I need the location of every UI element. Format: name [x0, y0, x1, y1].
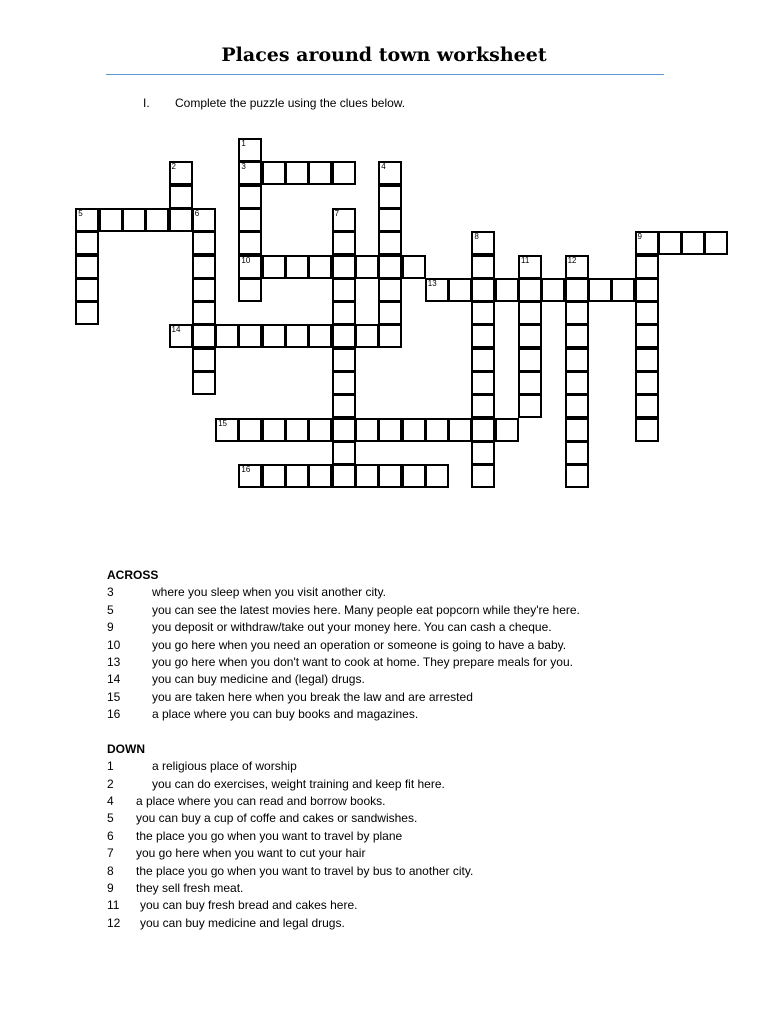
- crossword-cell[interactable]: [518, 324, 542, 348]
- crossword-cell[interactable]: [471, 441, 495, 465]
- down-clue: [107, 793, 386, 810]
- crossword-cell[interactable]: [238, 324, 262, 348]
- clue-text: you go here when you need an operation or someone is going to have a baby.: [152, 637, 567, 652]
- crossword-cell[interactable]: [238, 231, 262, 255]
- crossword-cell[interactable]: [471, 324, 495, 348]
- clue-number: 16: [107, 707, 121, 722]
- crossword-cell[interactable]: [378, 161, 402, 185]
- clue-text: you can buy a cup of coffe and cakes or sandwishes.: [136, 811, 418, 826]
- crossword-cell[interactable]: [378, 464, 402, 488]
- clue-number: 3: [107, 585, 114, 600]
- crossword-cell[interactable]: [635, 348, 659, 372]
- cell-number: 8: [474, 232, 479, 242]
- page-title: Places around town worksheet: [221, 44, 547, 66]
- crossword-cell[interactable]: [611, 278, 635, 302]
- crossword-cell[interactable]: [332, 161, 356, 185]
- across-clue: [107, 584, 386, 601]
- crossword-cell[interactable]: [169, 324, 193, 348]
- clue-number: 11: [107, 898, 120, 913]
- crossword-cell[interactable]: [471, 394, 495, 418]
- crossword-cell[interactable]: [332, 301, 356, 325]
- instruction-text: Complete the puzzle using the clues below.: [175, 96, 406, 110]
- crossword-cell[interactable]: [285, 324, 309, 348]
- crossword-cell[interactable]: [471, 255, 495, 279]
- crossword-cell[interactable]: [262, 161, 286, 185]
- crossword-cell[interactable]: [355, 418, 379, 442]
- crossword-cell[interactable]: [565, 464, 589, 488]
- crossword-cell[interactable]: [471, 231, 495, 255]
- crossword-cell[interactable]: [378, 278, 402, 302]
- across-clue: [107, 619, 552, 636]
- crossword-cell[interactable]: [238, 185, 262, 209]
- crossword-cell[interactable]: [378, 208, 402, 232]
- crossword-cell[interactable]: [238, 161, 262, 185]
- crossword-cell[interactable]: [262, 255, 286, 279]
- clue-text: you go here when you want to cut your hair: [136, 846, 366, 861]
- clue-text: a religious place of worship: [152, 759, 297, 774]
- crossword-cell[interactable]: [332, 324, 356, 348]
- cell-number: 10: [241, 255, 251, 265]
- crossword-cell[interactable]: [285, 161, 309, 185]
- crossword-cell[interactable]: [238, 138, 262, 162]
- crossword-cell[interactable]: [495, 278, 519, 302]
- down-clue: [107, 845, 366, 862]
- clue-text: a place where you can read and borrow books.: [136, 794, 386, 809]
- crossword-cell[interactable]: [635, 371, 659, 395]
- clue-text: you can do exercises, weight training and keep fit here.: [152, 776, 445, 791]
- crossword-cell[interactable]: [262, 464, 286, 488]
- crossword-cell[interactable]: [495, 418, 519, 442]
- crossword-cell[interactable]: [518, 348, 542, 372]
- crossword-cell[interactable]: [378, 301, 402, 325]
- crossword-cell[interactable]: [565, 371, 589, 395]
- crossword-cell[interactable]: [192, 278, 216, 302]
- crossword-cell[interactable]: [262, 418, 286, 442]
- across-clue: [107, 706, 419, 723]
- crossword-cell[interactable]: [635, 255, 659, 279]
- crossword-cell[interactable]: [471, 348, 495, 372]
- crossword-cell[interactable]: [332, 464, 356, 488]
- cell-number: 2: [171, 162, 176, 172]
- clue-number: 5: [107, 811, 114, 826]
- clue-text: a place where you can buy books and magazines.: [152, 707, 419, 722]
- crossword-cell[interactable]: [75, 301, 99, 325]
- crossword-cell[interactable]: [518, 394, 542, 418]
- crossword-cell[interactable]: [565, 418, 589, 442]
- crossword-cell[interactable]: [355, 324, 379, 348]
- crossword-cell[interactable]: [635, 418, 659, 442]
- instruction-number: I.: [143, 96, 150, 110]
- crossword-cell[interactable]: [471, 464, 495, 488]
- crossword-cell[interactable]: [378, 185, 402, 209]
- crossword-cell[interactable]: [169, 161, 193, 185]
- crossword-cell[interactable]: [169, 208, 193, 232]
- crossword-cell[interactable]: [192, 231, 216, 255]
- crossword-cell[interactable]: [355, 255, 379, 279]
- crossword-cell[interactable]: [541, 278, 565, 302]
- clue-number: 8: [107, 863, 114, 878]
- clues-section: [107, 567, 580, 932]
- crossword-cell[interactable]: [681, 231, 705, 255]
- clue-text: you are taken here when you break the law and are arrested: [152, 689, 473, 704]
- crossword-cell[interactable]: [332, 278, 356, 302]
- crossword-cell[interactable]: [565, 394, 589, 418]
- clue-number: 2: [107, 776, 114, 791]
- crossword-cell[interactable]: [169, 185, 193, 209]
- crossword-cell[interactable]: [192, 371, 216, 395]
- down-clue: [107, 810, 418, 827]
- crossword-cell[interactable]: [402, 464, 426, 488]
- crossword-cell[interactable]: [565, 278, 589, 302]
- clue-number: 7: [107, 846, 114, 861]
- crossword-cell[interactable]: [518, 255, 542, 279]
- crossword-cell[interactable]: [285, 464, 309, 488]
- cell-number: 13: [427, 278, 437, 288]
- crossword-cell[interactable]: [635, 324, 659, 348]
- crossword-cell[interactable]: [332, 348, 356, 372]
- crossword-cell[interactable]: [308, 418, 332, 442]
- crossword-cell[interactable]: [588, 278, 612, 302]
- crossword-cell[interactable]: [425, 278, 449, 302]
- crossword-cell[interactable]: [262, 324, 286, 348]
- across-heading: ACROSS: [107, 568, 159, 582]
- crossword-cell[interactable]: [332, 371, 356, 395]
- crossword-cell[interactable]: [332, 441, 356, 465]
- crossword-cell[interactable]: [99, 208, 123, 232]
- crossword-cell[interactable]: [402, 255, 426, 279]
- down-clue: [107, 758, 297, 775]
- cell-number: 16: [241, 465, 251, 475]
- clue-number: 9: [107, 620, 114, 635]
- crossword-cell[interactable]: [192, 348, 216, 372]
- crossword-cell[interactable]: [192, 208, 216, 232]
- across-clue: [107, 637, 567, 654]
- crossword-cell[interactable]: [378, 255, 402, 279]
- down-clue: [107, 915, 345, 932]
- crossword-cell[interactable]: [75, 231, 99, 255]
- clue-number: 12: [107, 915, 121, 930]
- clue-text: the place you go when you want to travel by plane: [136, 828, 403, 843]
- clue-number: 15: [107, 689, 121, 704]
- crossword-cell[interactable]: [425, 464, 449, 488]
- crossword-cell[interactable]: [565, 348, 589, 372]
- crossword-cell[interactable]: [378, 324, 402, 348]
- down-clue: [107, 863, 474, 880]
- crossword-cell[interactable]: [565, 441, 589, 465]
- down-clue: [107, 828, 403, 845]
- crossword-cell[interactable]: [75, 255, 99, 279]
- clue-number: 1: [107, 759, 114, 774]
- crossword-cell[interactable]: [518, 371, 542, 395]
- clue-text: you can see the latest movies here. Many people eat popcorn while they're here.: [152, 602, 580, 617]
- crossword-cell[interactable]: [635, 231, 659, 255]
- crossword-cell[interactable]: [565, 255, 589, 279]
- crossword-cell[interactable]: [192, 301, 216, 325]
- clue-number: 5: [107, 602, 114, 617]
- cell-number: 9: [637, 232, 642, 242]
- crossword-cell[interactable]: [238, 255, 262, 279]
- clue-text: you can buy fresh bread and cakes here.: [140, 898, 358, 913]
- across-clue-list: [107, 584, 580, 723]
- crossword-cell[interactable]: [518, 301, 542, 325]
- crossword-cell[interactable]: [332, 231, 356, 255]
- clue-text: you go here when you don't want to cook at home. They prepare meals for you.: [152, 654, 573, 669]
- crossword-cell[interactable]: [192, 255, 216, 279]
- crossword-cell[interactable]: [565, 301, 589, 325]
- clue-text: you deposit or withdraw/take out your money here. You can cash a cheque.: [152, 620, 552, 635]
- clue-text: where you sleep when you visit another city.: [152, 585, 386, 600]
- crossword-cell[interactable]: [308, 324, 332, 348]
- down-clue: [107, 897, 358, 914]
- clue-text: the place you go when you want to travel by bus to another city.: [136, 863, 474, 878]
- cell-number: 15: [218, 418, 227, 428]
- clue-number: 10: [107, 637, 121, 652]
- clue-number: 13: [107, 654, 121, 669]
- crossword-cell[interactable]: [518, 278, 542, 302]
- crossword-cell[interactable]: [471, 278, 495, 302]
- crossword-cell[interactable]: [378, 231, 402, 255]
- cell-number: 1: [241, 139, 246, 148]
- clue-number: 9: [107, 881, 114, 896]
- crossword-cell[interactable]: [238, 208, 262, 232]
- crossword-cell[interactable]: [75, 278, 99, 302]
- crossword-cell[interactable]: [425, 418, 449, 442]
- across-clue: [107, 602, 580, 619]
- down-clue-list: [107, 758, 474, 932]
- clue-text: you can buy medicine and legal drugs.: [140, 915, 345, 930]
- crossword-cell[interactable]: [635, 278, 659, 302]
- across-clue: [107, 689, 473, 706]
- crossword-cell[interactable]: [658, 231, 682, 255]
- crossword-cell[interactable]: [471, 418, 495, 442]
- cell-number: 11: [521, 255, 530, 265]
- clue-text: you can buy medicine and (legal) drugs.: [152, 672, 365, 687]
- down-clue: [107, 880, 244, 897]
- crossword-cell[interactable]: [635, 301, 659, 325]
- down-clue: [107, 776, 445, 793]
- crossword-cell[interactable]: [332, 418, 356, 442]
- crossword-cell[interactable]: [145, 208, 169, 232]
- crossword-cell[interactable]: [75, 208, 99, 232]
- cell-number: 4: [381, 162, 386, 172]
- crossword-cell[interactable]: [308, 464, 332, 488]
- crossword-cell[interactable]: [448, 278, 472, 302]
- crossword-cell[interactable]: [471, 301, 495, 325]
- cell-number: 5: [78, 208, 83, 218]
- crossword-cell[interactable]: [332, 394, 356, 418]
- crossword-cell[interactable]: [192, 324, 216, 348]
- crossword-cell[interactable]: [238, 418, 262, 442]
- crossword-cell[interactable]: [402, 418, 426, 442]
- crossword-cell[interactable]: [122, 208, 146, 232]
- crossword-cell[interactable]: [215, 324, 239, 348]
- clue-number: 4: [107, 794, 114, 809]
- crossword-cell[interactable]: [448, 418, 472, 442]
- crossword-cell[interactable]: [635, 394, 659, 418]
- crossword-cell[interactable]: [238, 278, 262, 302]
- cell-number: 7: [334, 208, 340, 218]
- crossword-cell[interactable]: [332, 208, 356, 232]
- down-heading: DOWN: [107, 741, 145, 756]
- crossword-cell[interactable]: [308, 255, 332, 279]
- crossword-cell[interactable]: [308, 161, 332, 185]
- across-clue: [107, 654, 573, 671]
- crossword-cell[interactable]: [332, 255, 356, 279]
- crossword-cell[interactable]: [285, 255, 309, 279]
- clue-number: 6: [107, 828, 114, 843]
- cell-number: 14: [171, 325, 181, 335]
- cell-number: 3: [241, 162, 246, 172]
- cell-number: 12: [567, 255, 577, 265]
- crossword-cell[interactable]: [565, 324, 589, 348]
- crossword-cell[interactable]: [471, 371, 495, 395]
- crossword-cell[interactable]: [215, 418, 239, 442]
- crossword-cell[interactable]: [238, 464, 262, 488]
- cell-number: 6: [194, 208, 200, 218]
- crossword-cell[interactable]: [355, 464, 379, 488]
- crossword-cell[interactable]: [285, 418, 309, 442]
- crossword-cell[interactable]: [378, 418, 402, 442]
- clue-text: they sell fresh meat.: [136, 881, 244, 896]
- clue-number: 14: [107, 672, 121, 687]
- crossword-cell[interactable]: [704, 231, 728, 255]
- across-clue: [107, 671, 365, 688]
